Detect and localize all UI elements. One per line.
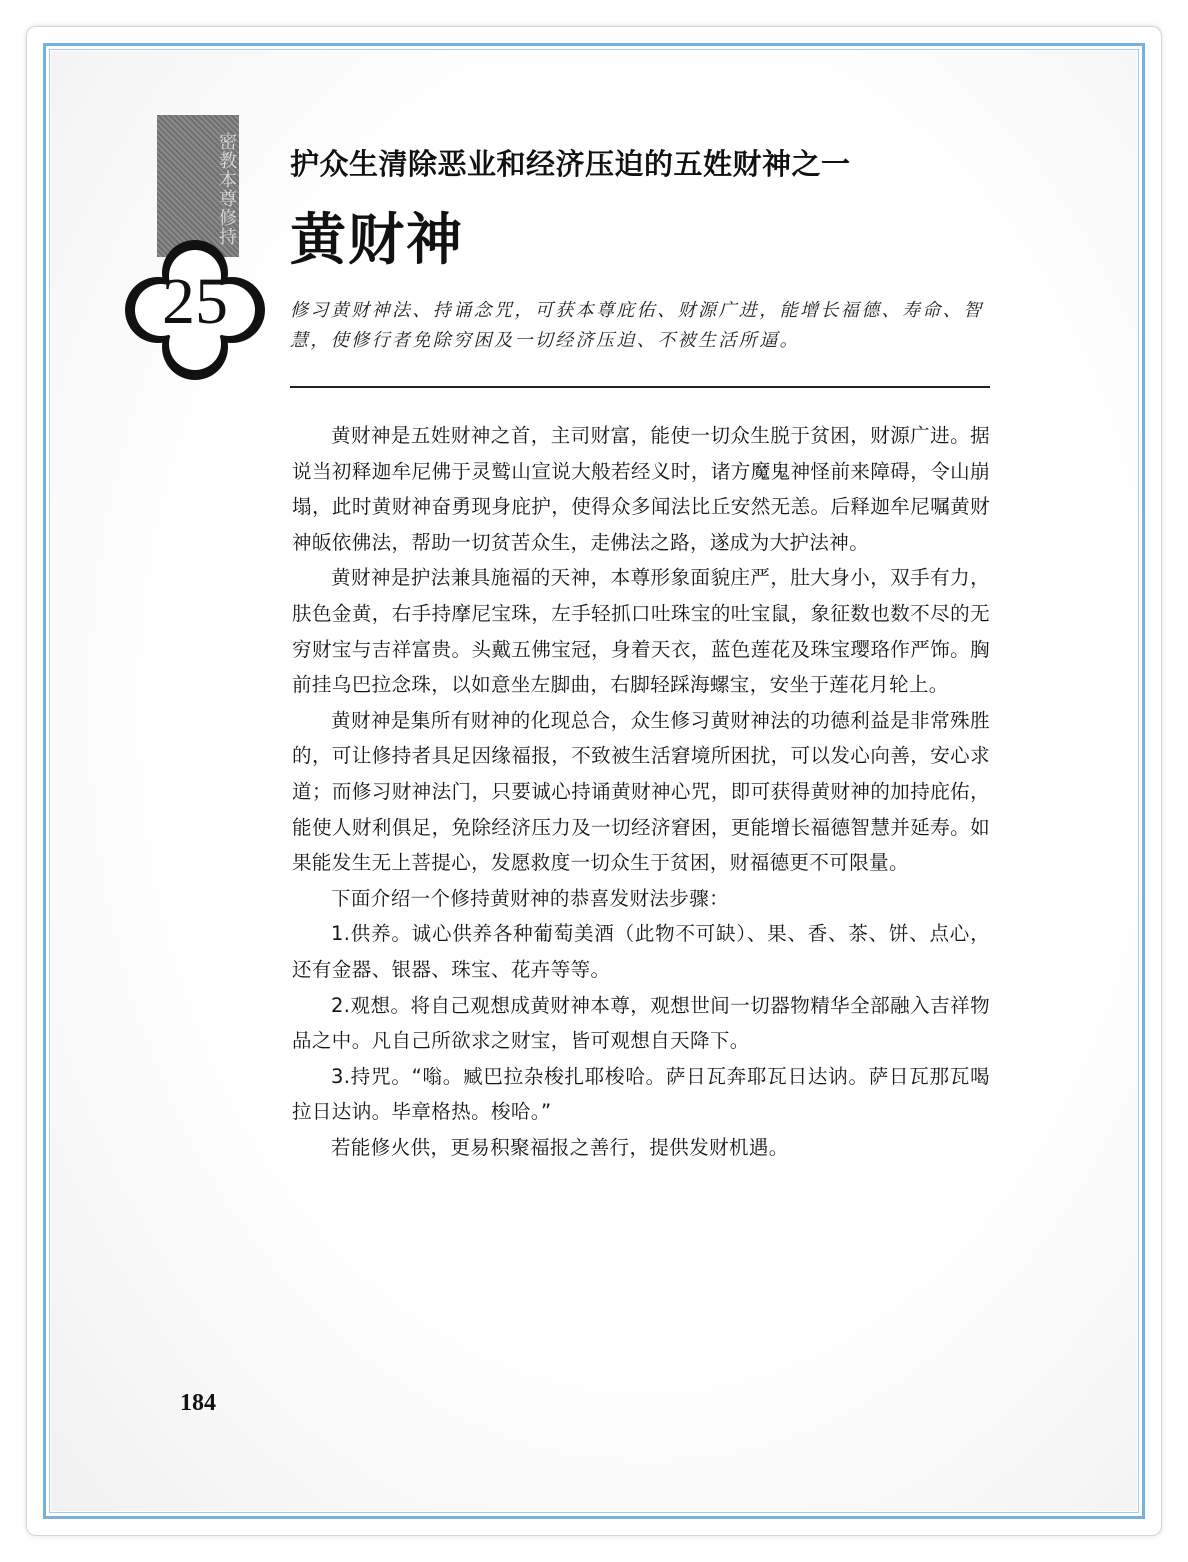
chapter-subtitle: 护众生清除恶业和经济压迫的五姓财神之一: [290, 147, 851, 181]
paragraph-4: 下面介绍一个修持黄财神的恭喜发财法步骤：: [331, 886, 730, 910]
body-text: [292, 418, 990, 1165]
page-number: 184: [180, 1390, 216, 1416]
paragraph-1: 黄财神是五姓财神之首，主司财富，能使一切众生脱于贫困，财源广进。据说当初释迦牟尼佛于灵鹫山宣说大般若经义时，诸方魔鬼神怪前来障碍，令山崩塌，此时黄财神奋勇现身庇护，使得众多闻法比丘安然无恙。后释迦牟尼嘱黄财神皈依佛法，帮助一切贫苦众生，走佛法之路，遂成为大护法神。: [292, 424, 990, 554]
chapter-number: 25: [162, 265, 228, 338]
paragraph-7: 3.持咒。“嗡。臧巴拉杂梭扎耶梭哈。萨日瓦奔耶瓦日达讷。萨日瓦那瓦喝拉日达讷。毕章格热。梭哈。”: [292, 1064, 990, 1124]
chapter-summary: 修习黄财神法、持诵念咒，可获本尊庇佑、财源广进，能增长福德、寿命、智慧，使修行者免除穷困及一切经济压迫、不被生活所逼。: [290, 300, 984, 351]
paragraph-6: 2.观想。将自己观想成黄财神本尊，观想世间一切器物精华全部融入吉祥物品之中。凡自己所欲求之财宝，皆可观想自天降下。: [292, 993, 990, 1053]
paragraph-8: 若能修火供，更易积聚福报之善行，提供发财机遇。: [331, 1135, 789, 1159]
paragraph-3: 黄财神是集所有财神的化现总合，众生修习黄财神法的功德利益是非常殊胜的，可让修持者具足因缘福报，不致被生活窘境所困扰，可以发心向善，安心求道；而修习财神法门，只要诚心持诵黄财神心咒，即可获得黄财神的加持庇佑，能使人财利俱足，免除经济压力及一切经济窘困，更能增长福德智慧并延寿。如果能发生无上菩提心，发愿救度一切众生于贫困，财福德更不可限量。: [292, 708, 990, 875]
chapter-title: 黄财神: [290, 208, 464, 273]
paragraph-5: 1.供养。诚心供养各种葡萄美酒（此物不可缺）、果、香、茶、饼、点心，还有金器、银器、珠宝、花卉等等。: [292, 922, 990, 981]
side-label: 密教本尊修持: [157, 115, 239, 257]
divider: [290, 386, 990, 388]
paragraph-2: 黄财神是护法兼具施福的天神，本尊形象面貌庄严，肚大身小，双手有力，肤色金黄，右手持摩尼宝珠，左手轻抓口吐珠宝的吐宝鼠，象征数也数不尽的无穷财宝与吉祥富贵。头戴五佛宝冠，身着天衣，蓝色莲花及珠宝璎珞作严饰。胸前挂乌巴拉念珠，以如意坐左脚曲，右脚轻踩海螺宝，安坐于莲花月轮上。: [292, 566, 990, 697]
